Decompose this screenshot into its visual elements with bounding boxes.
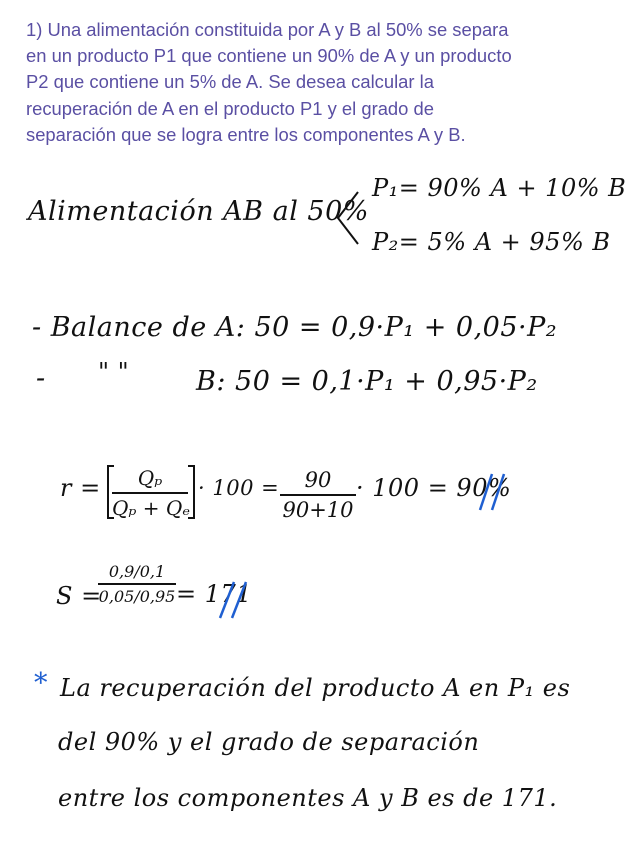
fraction-bar	[98, 583, 176, 585]
ditto-marks: " "	[98, 358, 130, 386]
recovery-denominator: Qₚ + Qₑ	[112, 496, 191, 520]
balance-b: B: 50 = 0,1·P₁ + 0,95·P₂	[196, 366, 538, 397]
problem-line: 1) Una alimentación constituida por A y B al 50% se separa	[26, 19, 509, 40]
problem-line: P2 que contiene un 5% de A. Se desea calcular la	[26, 71, 434, 93]
conclusion-asterisk: *	[34, 668, 48, 699]
recovery-numerator: Qₚ	[137, 466, 163, 490]
recovery-denominator-value: 90+10	[282, 498, 354, 522]
recovery-times: · 100 =	[198, 476, 280, 500]
separation-numerator: 0,9/0,1	[108, 562, 166, 581]
recovery-fraction-values	[280, 468, 356, 522]
fraction-bar	[280, 494, 356, 496]
recovery-label: r =	[60, 474, 101, 502]
problem-line: en un producto P1 que contiene un 90% de A y un producto	[26, 45, 512, 67]
separation-label: S =	[56, 582, 102, 610]
recovery-numerator-value: 90	[304, 468, 332, 492]
recovery-result: · 100 = 90%	[356, 474, 512, 502]
problem-statement	[26, 17, 574, 148]
separation-result: = 171	[176, 580, 253, 608]
conclusion-line: entre los componentes A y B es de 171.	[58, 784, 558, 812]
separation-denominator: 0,05/0,95	[98, 587, 176, 606]
result-underline-marks	[478, 470, 508, 514]
feed-label: Alimentación AB al 50%	[28, 196, 369, 227]
product-p1-composition: P₁= 90% A + 10% B	[372, 174, 626, 202]
conclusion-line: La recuperación del producto A en P₁ es	[60, 674, 571, 702]
fraction-bar	[112, 492, 188, 494]
product-p2-composition: P₂= 5% A + 95% B	[372, 228, 611, 256]
feed-split-brace	[336, 190, 360, 246]
problem-line: recuperación de A en el producto P1 y el grado de	[26, 97, 434, 119]
balance-a: - Balance de A: 50 = 0,9·P₁ + 0,05·P₂	[32, 312, 558, 343]
problem-line: separación que se logra entre los componentes A y B.	[26, 123, 466, 145]
separation-fraction	[98, 562, 176, 606]
conclusion-line: del 90% y el grado de separación	[58, 728, 480, 756]
result-underline-marks	[218, 578, 250, 622]
recovery-fraction	[112, 466, 191, 520]
balance-dash: -	[36, 363, 46, 394]
